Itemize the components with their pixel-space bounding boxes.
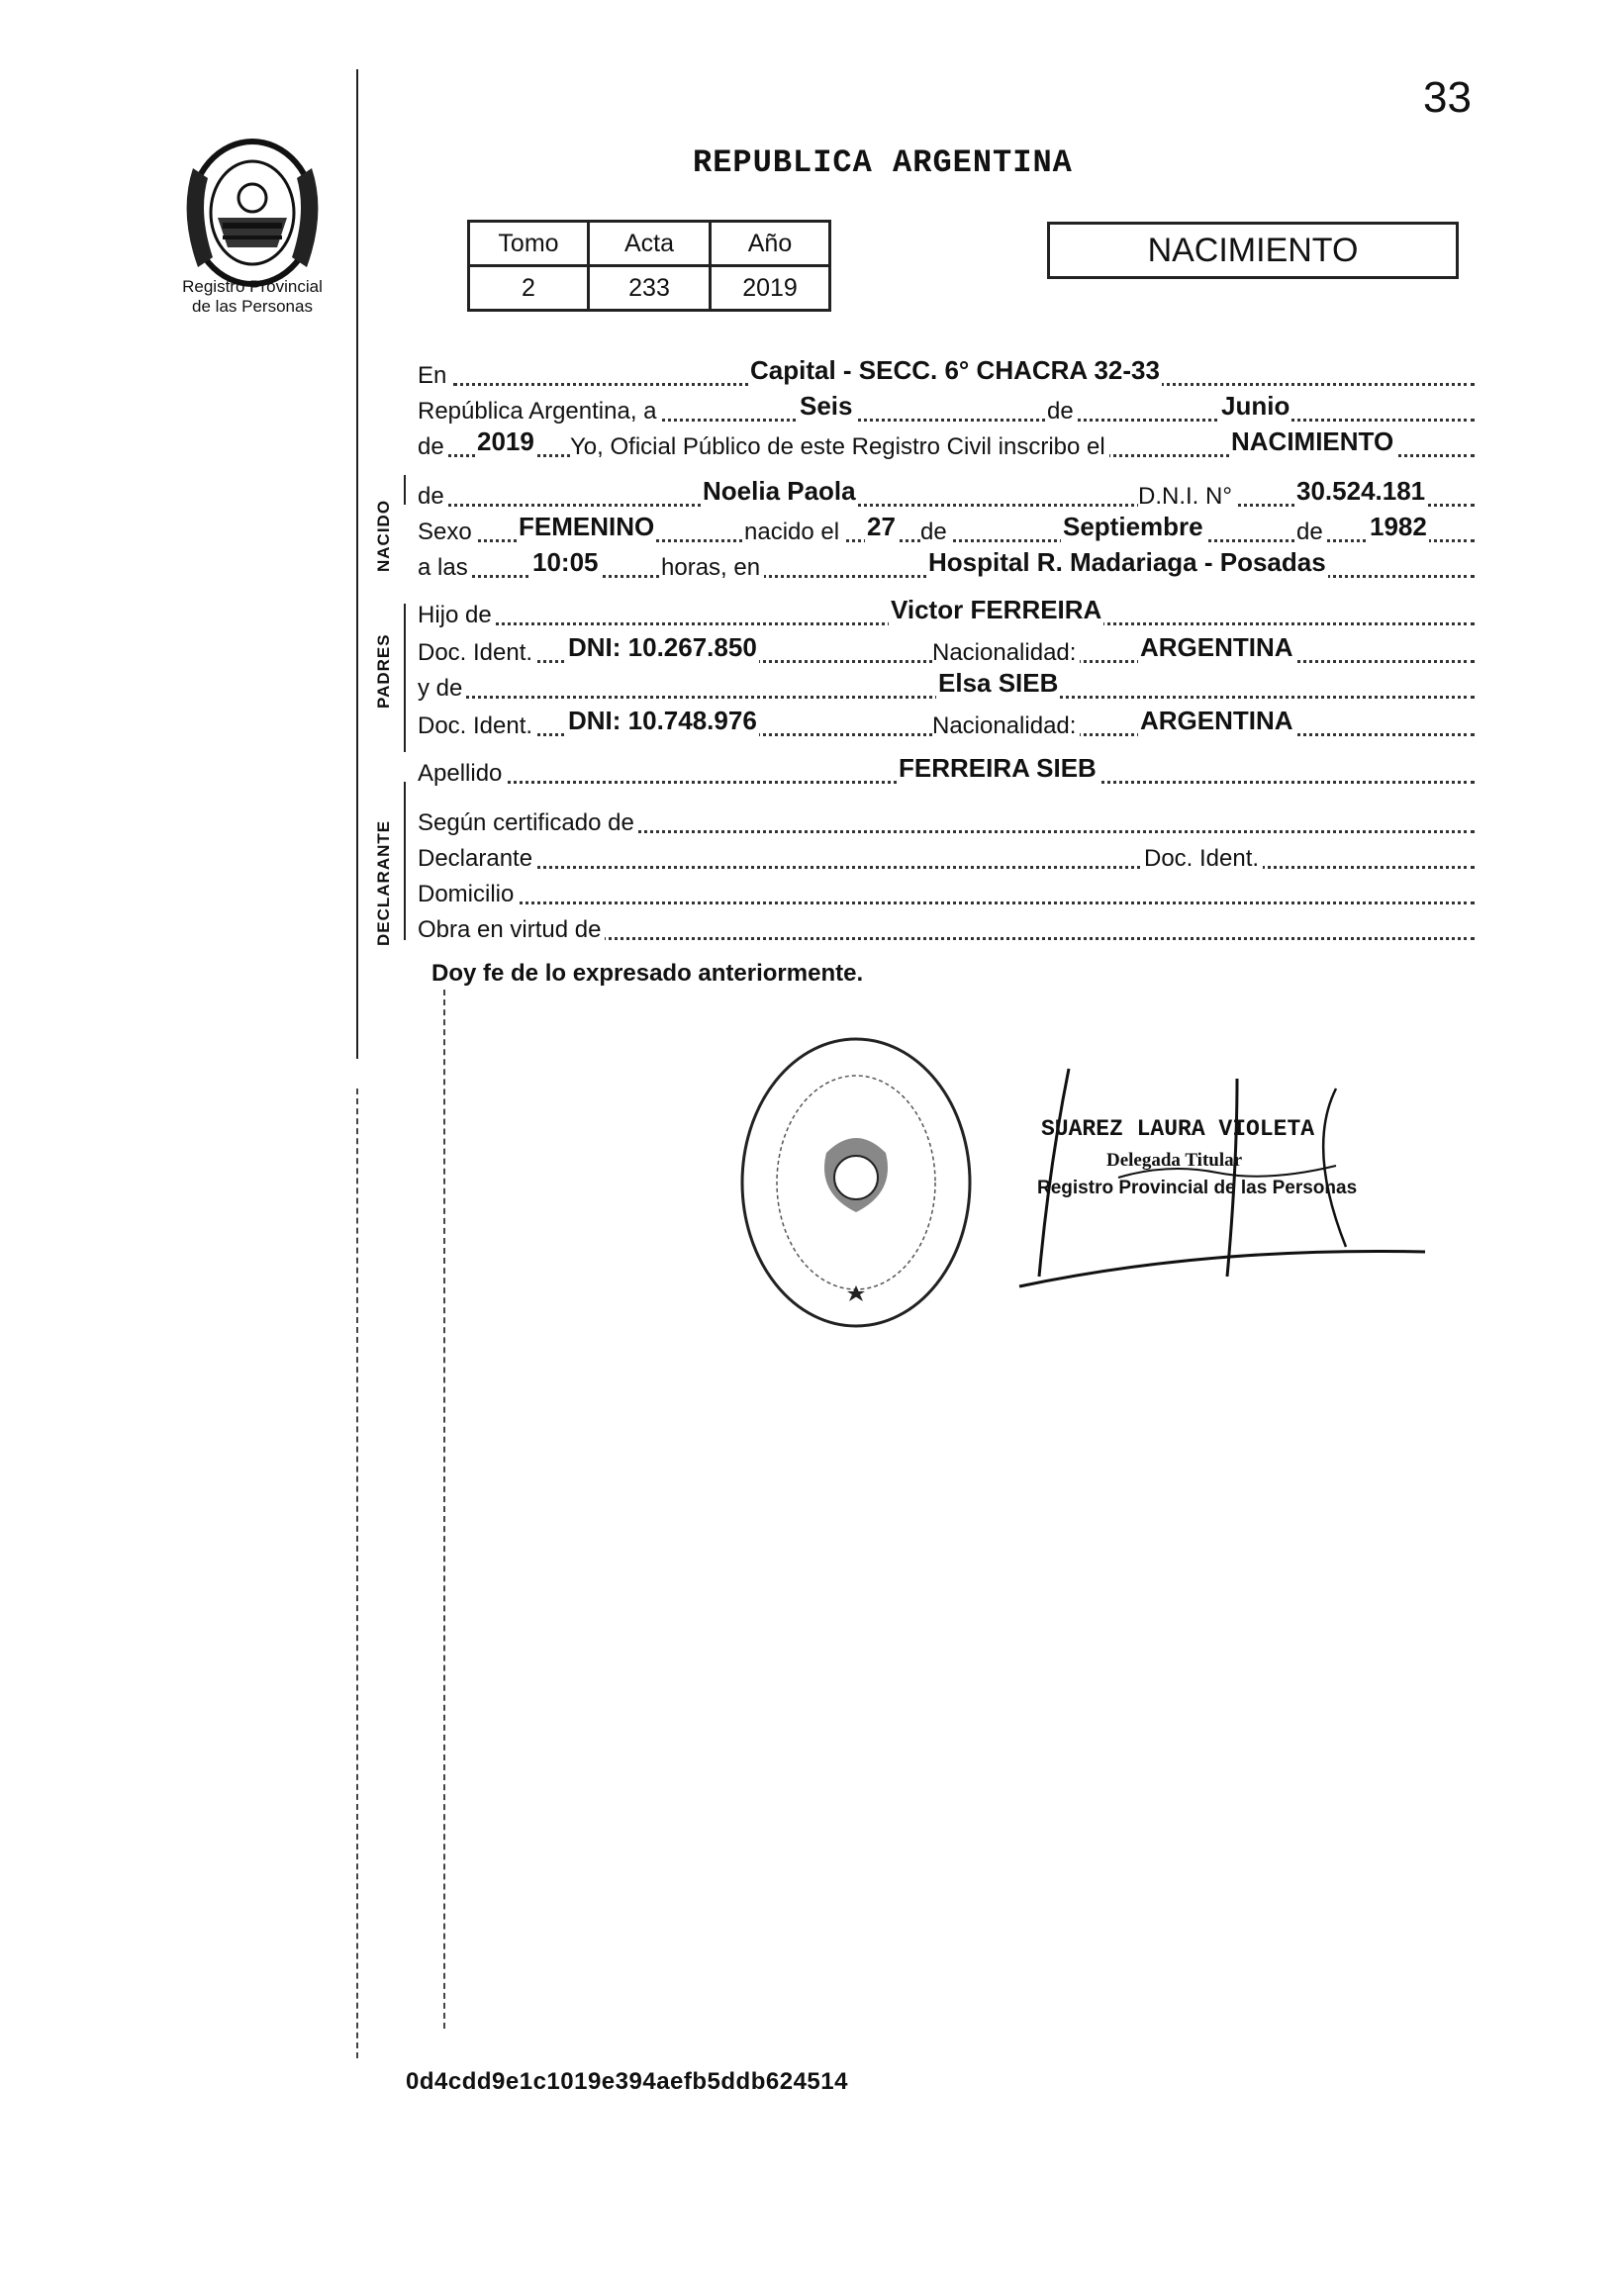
registry-table-values: [469, 266, 830, 311]
dni-value: 30.524.181: [1296, 476, 1426, 506]
document-title: REPUBLICA ARGENTINA: [693, 144, 1073, 181]
segun-label: Según certificado de: [418, 809, 638, 837]
row-madre: [418, 669, 1475, 707]
row-apellido: [418, 754, 1475, 792]
obra-label: Obra en virtud de: [418, 916, 605, 944]
nacionalidad-label: Nacionalidad:: [932, 639, 1080, 667]
madre-value: Elsa SIEB: [938, 668, 1059, 698]
apellido-value: FERREIRA SIEB: [899, 753, 1097, 783]
nac-mes-value: Septiembre: [1063, 512, 1203, 541]
page-number: 33: [1423, 73, 1472, 122]
row-declarante: [418, 839, 1475, 877]
acta-header: Acta: [589, 222, 711, 266]
row-anio-inscribe: [418, 427, 1475, 465]
official-stamp: [732, 1029, 980, 1336]
nac-anio-value: 1982: [1370, 512, 1427, 541]
registry-caption-line2: de las Personas: [192, 297, 313, 316]
row-obra: [418, 910, 1475, 948]
declarante-label: Declarante: [418, 845, 536, 873]
sexo-value: FEMENINO: [519, 512, 655, 541]
padre-nac-value: ARGENTINA: [1140, 632, 1293, 662]
row-hora-lugar: [418, 548, 1475, 586]
row-segun: [418, 804, 1475, 841]
section-divider: [404, 604, 406, 752]
de3-label: de: [920, 519, 951, 546]
section-divider: [404, 782, 406, 940]
registry-table-header: [469, 222, 830, 266]
doc-ident2-label: Doc. Ident.: [418, 712, 536, 740]
de4-label: de: [1296, 519, 1327, 546]
registry-caption-line1: Registro Provincial: [182, 277, 323, 296]
section-divider: [404, 475, 406, 505]
dni-label: D.N.I. N°: [1138, 483, 1236, 511]
row-republica: [418, 392, 1475, 429]
document-hash: 0d4cdd9e1c1019e394aefb5ddb624514: [406, 2068, 848, 2095]
signatory-name: SUAREZ LAURA VIOLETA: [1041, 1116, 1315, 1142]
row-domicilio: [418, 875, 1475, 912]
mes-value: Junio: [1221, 391, 1290, 421]
madre-doc-value: DNI: 10.748.976: [568, 706, 757, 735]
sexo-label: Sexo: [418, 519, 476, 546]
anio-header: Año: [711, 222, 830, 266]
row-madre-doc: [418, 707, 1475, 744]
signatory-role: Delegada Titular: [1106, 1150, 1243, 1171]
nac-dia-value: 27: [867, 512, 896, 541]
row-sexo: [418, 513, 1475, 550]
padre-doc-value: DNI: 10.267.850: [568, 632, 757, 662]
oficial-text: Yo, Oficial Público de este Registro Civil inscribo el: [570, 433, 1109, 461]
de2-label: de: [418, 433, 448, 461]
closing-statement: Doy fe de lo expresado anteriormente.: [431, 960, 864, 987]
nacido-el-label: nacido el: [744, 519, 843, 546]
apellido-label: Apellido: [418, 760, 506, 788]
padre-value: Victor FERREIRA: [891, 595, 1102, 624]
side-label-declarante: DECLARANTE: [374, 819, 393, 946]
acta-value: 233: [589, 266, 711, 311]
row-en: [418, 356, 1475, 394]
tomo-header: Tomo: [469, 222, 589, 266]
anio-value: 2019: [711, 266, 830, 311]
y-de-label: y de: [418, 675, 466, 703]
tomo-value: 2: [469, 266, 589, 311]
a-las-label: a las: [418, 554, 472, 582]
nacionalidad2-label: Nacionalidad:: [932, 712, 1080, 740]
side-label-padres: PADRES: [374, 633, 393, 709]
en-label: En: [418, 362, 450, 390]
de-label: de: [1047, 398, 1078, 426]
decl-doc-label: Doc. Ident.: [1140, 845, 1263, 873]
dia-value: Seis: [800, 391, 853, 421]
horas-en-label: horas, en: [661, 554, 764, 582]
madre-nac-value: ARGENTINA: [1140, 706, 1293, 735]
hijo-de-label: Hijo de: [418, 602, 496, 629]
registry-table: [467, 220, 831, 312]
anio-value: 2019: [477, 427, 534, 456]
inscribe-value: NACIMIENTO: [1231, 427, 1394, 456]
hora-value: 10:05: [532, 547, 599, 577]
republica-label: República Argentina, a: [418, 398, 661, 426]
doc-ident-label: Doc. Ident.: [418, 639, 536, 667]
row-padre-doc: [418, 633, 1475, 671]
registry-caption: [148, 277, 356, 317]
fold-dashed-line: [443, 990, 445, 2029]
domicilio-label: Domicilio: [418, 881, 518, 908]
en-value: Capital - SECC. 6° CHACRA 32-33: [750, 355, 1160, 385]
margin-dashed-line: [356, 1089, 358, 2058]
record-type-box: NACIMIENTO: [1047, 222, 1459, 279]
row-padre: [418, 596, 1475, 633]
signatory-organization: Registro Provincial de las Personas: [1037, 1178, 1358, 1198]
side-label-nacido: NACIDO: [374, 499, 393, 572]
nombre-label: de: [418, 483, 448, 511]
lugar-value: Hospital R. Madariaga - Posadas: [928, 547, 1326, 577]
row-nombre: [418, 477, 1475, 515]
margin-line: [356, 69, 358, 1059]
nombre-value: Noelia Paola: [703, 476, 856, 506]
